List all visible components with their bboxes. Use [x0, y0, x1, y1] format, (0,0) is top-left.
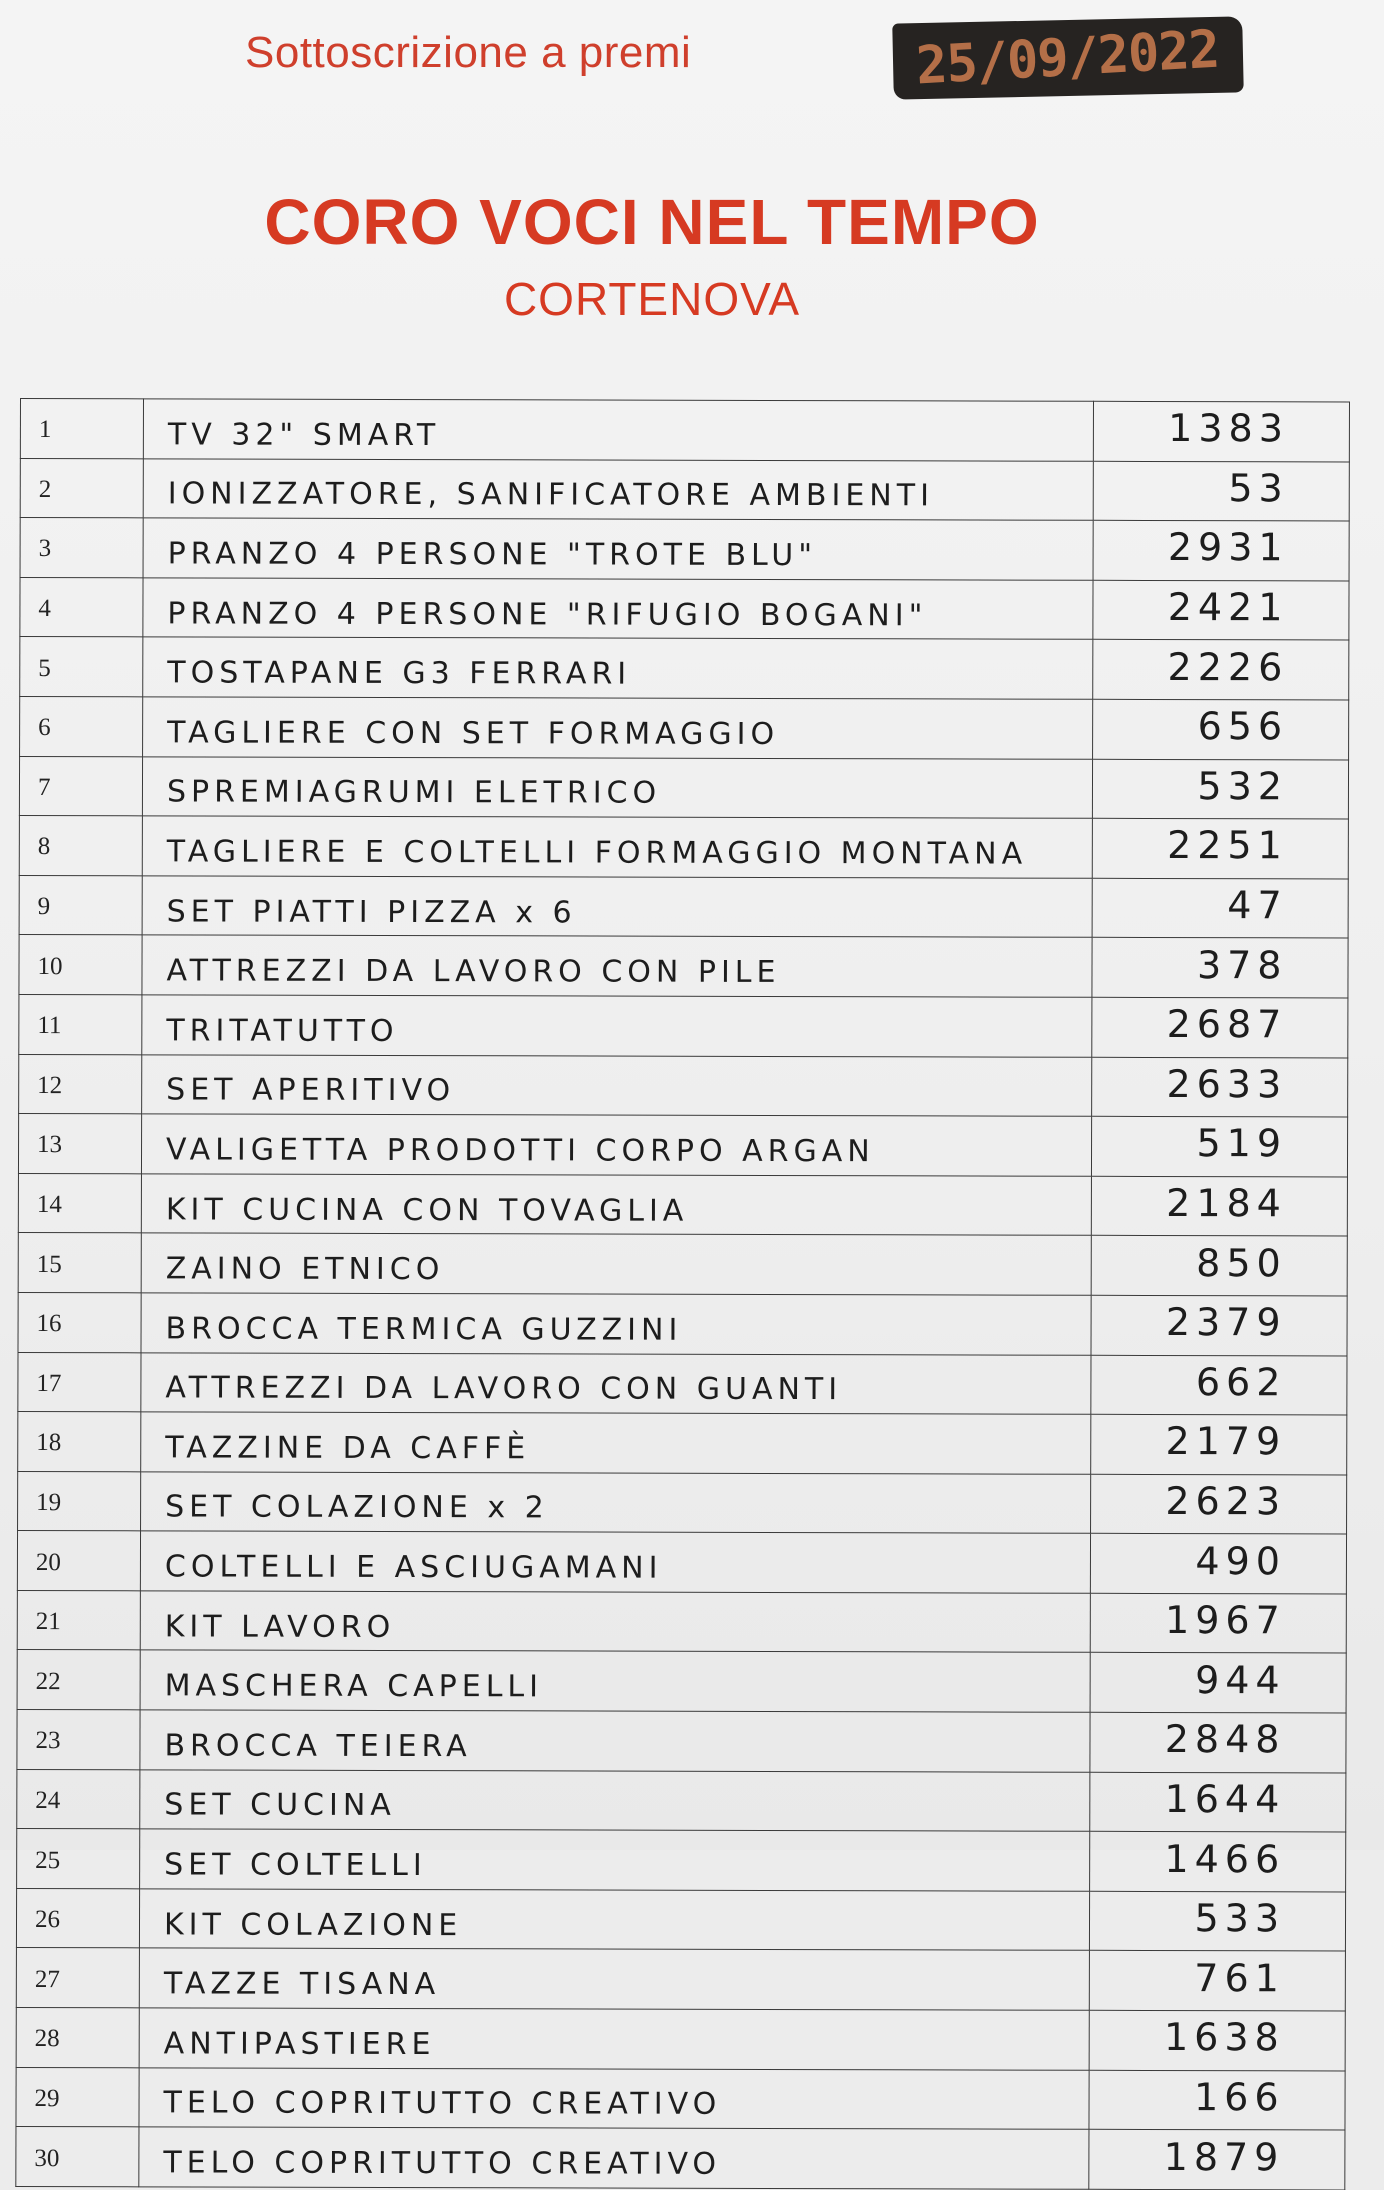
- prize-number: 4: [20, 577, 143, 637]
- prize-table: [15, 398, 1350, 2190]
- winning-ticket-number: 53: [1093, 461, 1349, 521]
- winning-ticket-number: 656: [1093, 699, 1349, 759]
- prize-table-wrapper: [16, 398, 1350, 2182]
- prize-number: 18: [18, 1412, 141, 1472]
- prize-name: TV 32" SMART: [143, 399, 1093, 461]
- prize-number: 17: [18, 1352, 141, 1412]
- winning-ticket-number: 662: [1091, 1355, 1347, 1415]
- winning-ticket-number: 1638: [1089, 2010, 1345, 2070]
- winning-ticket-number: 1879: [1089, 2130, 1345, 2190]
- table-row: [20, 696, 1349, 759]
- table-row: [17, 1829, 1346, 1892]
- table-row: [16, 2127, 1345, 2190]
- prize-number: 19: [18, 1471, 141, 1531]
- winning-ticket-number: 2633: [1092, 1057, 1348, 1117]
- winning-ticket-number: 1967: [1090, 1593, 1346, 1653]
- prize-number: 9: [19, 875, 142, 935]
- prize-number: 20: [17, 1531, 140, 1591]
- winning-ticket-number: 2379: [1091, 1295, 1347, 1355]
- table-row: [18, 1292, 1347, 1355]
- winning-ticket-number: 2421: [1093, 580, 1349, 640]
- prize-name: KIT COLAZIONE: [139, 1889, 1089, 1951]
- table-row: [19, 875, 1348, 938]
- prize-number: 6: [20, 696, 143, 756]
- prize-number: 1: [20, 399, 143, 459]
- table-row: [17, 1710, 1346, 1773]
- table-row: [20, 577, 1349, 640]
- prize-name: SET APERITIVO: [142, 1054, 1092, 1116]
- prize-name: ANTIPASTIERE: [139, 2008, 1089, 2070]
- prize-name: MASCHERA CAPELLI: [140, 1650, 1090, 1712]
- table-row: [16, 2008, 1345, 2071]
- winning-ticket-number: 166: [1089, 2070, 1345, 2130]
- table-row: [16, 1888, 1345, 1951]
- prize-number: 25: [17, 1829, 140, 1889]
- date-stamp: [892, 16, 1244, 99]
- winning-ticket-number: 2184: [1091, 1176, 1347, 1236]
- prize-name: SET COLTELLI: [140, 1829, 1090, 1891]
- place-name: CORTENOVA: [503, 273, 801, 325]
- winning-ticket-number: 378: [1092, 938, 1348, 998]
- prize-number: 5: [20, 637, 143, 697]
- prize-name: PRANZO 4 PERSONE "TROTE BLU": [143, 518, 1093, 580]
- date-text: 25/09/2022: [915, 19, 1221, 97]
- winning-ticket-number: 1466: [1090, 1832, 1346, 1892]
- prize-number: 28: [16, 2008, 139, 2068]
- table-row: [18, 1352, 1347, 1415]
- prize-number: 13: [18, 1114, 141, 1174]
- prize-name: SET CUCINA: [140, 1769, 1090, 1831]
- prize-number: 23: [17, 1710, 140, 1770]
- prize-name: KIT LAVORO: [140, 1591, 1090, 1653]
- table-row: [20, 637, 1349, 700]
- prize-name: ZAINO ETNICO: [141, 1233, 1091, 1295]
- winning-ticket-number: 2226: [1093, 640, 1349, 700]
- table-row: [17, 1769, 1346, 1832]
- prize-name: TAZZINE DA CAFFÈ: [141, 1412, 1091, 1474]
- table-row: [18, 1233, 1347, 1296]
- prize-name: ATTREZZI DA LAVORO CON GUANTI: [141, 1352, 1091, 1414]
- table-row: [16, 1948, 1345, 2011]
- winning-ticket-number: 2623: [1091, 1474, 1347, 1534]
- prize-number: 30: [16, 2127, 139, 2187]
- prize-number: 22: [17, 1650, 140, 1710]
- table-row: [19, 935, 1348, 998]
- winning-ticket-number: 1383: [1093, 401, 1349, 461]
- prize-name: COLTELLI E ASCIUGAMANI: [140, 1531, 1090, 1593]
- prize-number: 15: [18, 1233, 141, 1293]
- prize-number: 16: [18, 1292, 141, 1352]
- prize-number: 26: [16, 1888, 139, 1948]
- winning-ticket-number: 532: [1092, 759, 1348, 819]
- table-row: [20, 458, 1349, 521]
- table-row: [17, 1590, 1346, 1653]
- table-row: [19, 1054, 1348, 1117]
- prize-number: 12: [19, 1054, 142, 1114]
- winning-ticket-number: 2848: [1090, 1712, 1346, 1772]
- prize-name: TAZZE TISANA: [139, 1948, 1089, 2010]
- prize-name: SET PIATTI PIZZA x 6: [142, 876, 1092, 938]
- winning-ticket-number: 490: [1090, 1534, 1346, 1594]
- prize-name: TAGLIERE CON SET FORMAGGIO: [143, 697, 1093, 759]
- prize-number: 21: [17, 1590, 140, 1650]
- prize-name: TAGLIERE E COLTELLI FORMAGGIO MONTANA: [142, 816, 1092, 878]
- table-row: [19, 756, 1348, 819]
- table-row: [20, 399, 1349, 462]
- winning-ticket-number: 1644: [1090, 1772, 1346, 1832]
- prize-name: TELO COPRITUTTO CREATIVO: [139, 2127, 1089, 2189]
- table-row: [17, 1650, 1346, 1713]
- prize-name: PRANZO 4 PERSONE "RIFUGIO BOGANI": [143, 578, 1093, 640]
- table-row: [18, 1471, 1347, 1534]
- prize-name: ATTREZZI DA LAVORO CON PILE: [142, 935, 1092, 997]
- table-row: [19, 816, 1348, 879]
- prize-number: 10: [19, 935, 142, 995]
- prize-number: 3: [20, 518, 143, 578]
- table-row: [18, 1114, 1347, 1177]
- prize-name: TOSTAPANE G3 FERRARI: [143, 637, 1093, 699]
- winning-ticket-number: 2931: [1093, 520, 1349, 580]
- prize-name: SPREMIAGRUMI ELETRICO: [142, 756, 1092, 818]
- table-row: [18, 1173, 1347, 1236]
- winning-ticket-number: 850: [1091, 1236, 1347, 1296]
- winning-ticket-number: 761: [1089, 1951, 1345, 2011]
- table-row: [20, 518, 1349, 581]
- prize-name: VALIGETTA PRODOTTI CORPO ARGAN: [141, 1114, 1091, 1176]
- winning-ticket-number: 2251: [1092, 818, 1348, 878]
- table-row: [16, 2067, 1345, 2130]
- winning-ticket-number: 2179: [1091, 1414, 1347, 1474]
- winning-ticket-number: 533: [1089, 1891, 1345, 1951]
- prize-number: 24: [17, 1769, 140, 1829]
- prize-table-body: [16, 399, 1350, 2190]
- prize-name: KIT CUCINA CON TOVAGLIA: [141, 1174, 1091, 1236]
- winning-ticket-number: 47: [1092, 878, 1348, 938]
- prize-number: 11: [19, 994, 142, 1054]
- prize-number: 29: [16, 2067, 139, 2127]
- prize-name: TRITATUTTO: [142, 995, 1092, 1057]
- winning-ticket-number: 2687: [1092, 997, 1348, 1057]
- prize-number: 14: [18, 1173, 141, 1233]
- prize-name: SET COLAZIONE x 2: [141, 1472, 1091, 1534]
- prize-number: 7: [19, 756, 142, 816]
- table-row: [19, 994, 1348, 1057]
- winning-ticket-number: 519: [1091, 1116, 1347, 1176]
- prize-name: BROCCA TEIERA: [140, 1710, 1090, 1772]
- prize-name: BROCCA TERMICA GUZZINI: [141, 1293, 1091, 1355]
- prize-number: 2: [20, 458, 143, 518]
- subtitle: Sottoscrizione a premi: [245, 28, 692, 77]
- prize-number: 8: [19, 816, 142, 876]
- table-row: [17, 1531, 1346, 1594]
- prize-number: 27: [16, 1948, 139, 2008]
- prize-name: TELO COPRITUTTO CREATIVO: [139, 2067, 1089, 2129]
- document-title: CORO VOCI NEL TEMPO: [264, 186, 1040, 258]
- winning-ticket-number: 944: [1090, 1653, 1346, 1713]
- table-row: [18, 1412, 1347, 1475]
- prize-name: IONIZZATORE, SANIFICATORE AMBIENTI: [143, 458, 1093, 520]
